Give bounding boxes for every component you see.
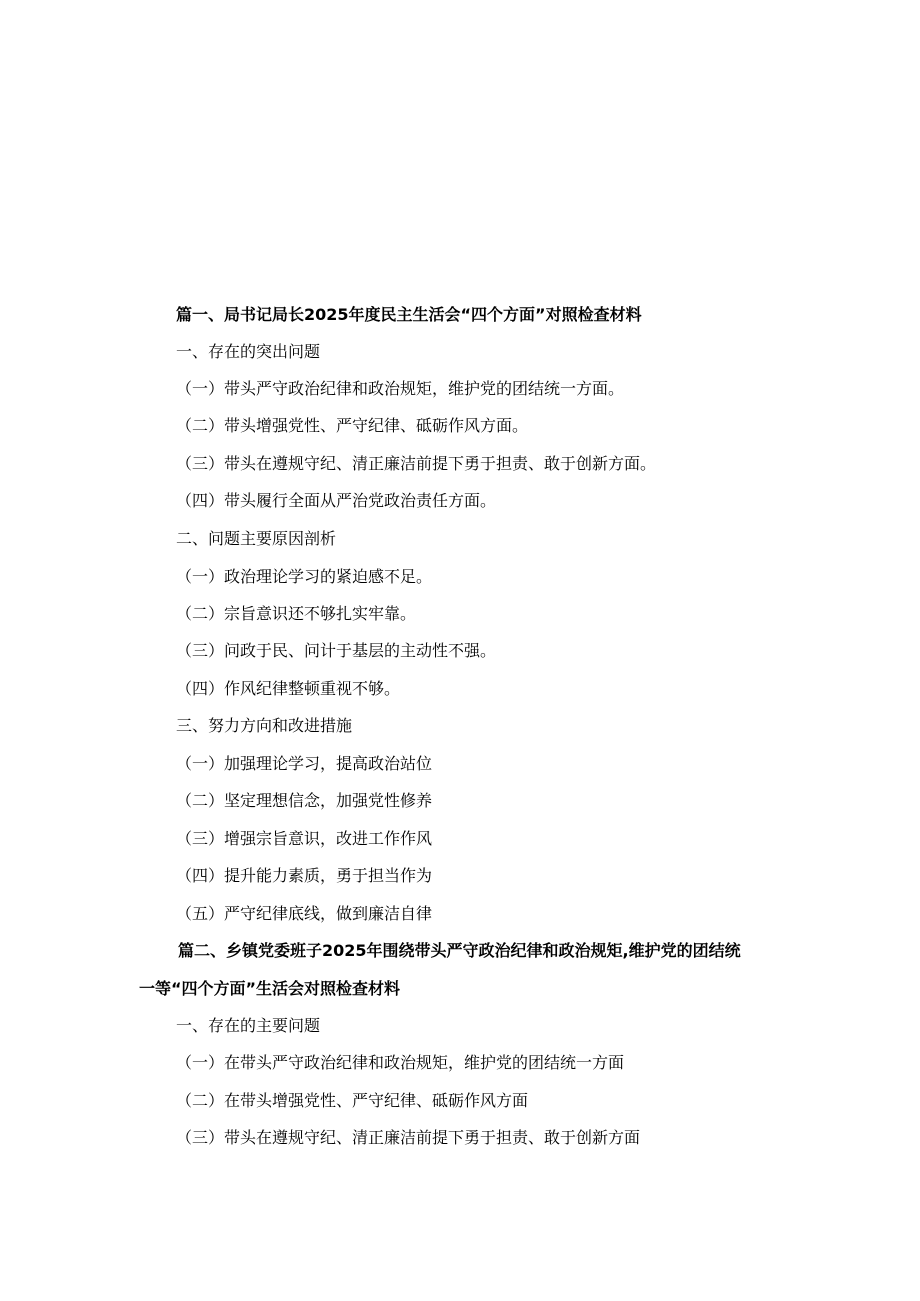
part2-section1-item: （三）带头在遵规守纪、清正廉洁前提下勇于担责、敢于创新方面 bbox=[176, 1128, 641, 1147]
part1-section2-item: （三）问政于民、问计于基层的主动性不强。 bbox=[176, 641, 497, 660]
part2-section1-item: （一）在带头严守政治纪律和政治规矩，维护党的团结统一方面 bbox=[176, 1053, 625, 1072]
part2-title-line2: 一等“四个方面”生活会对照检查材料 bbox=[139, 979, 401, 998]
part1-section1-heading: 一、存在的突出问题 bbox=[176, 342, 321, 361]
part1-section3-heading: 三、努力方向和改进措施 bbox=[176, 716, 353, 735]
part2-title-line1: 篇二、乡镇党委班子2025年围绕带头严守政治纪律和政治规矩,维护党的团结统 bbox=[178, 941, 741, 960]
part1-section2-item: （一）政治理论学习的紧迫感不足。 bbox=[176, 567, 433, 586]
part2-section1-heading: 一、存在的主要问题 bbox=[176, 1016, 321, 1035]
part1-section2-item: （二）宗旨意识还不够扎实牢靠。 bbox=[176, 604, 417, 623]
part1-section3-item: （三）增强宗旨意识，改进工作作风 bbox=[176, 829, 433, 848]
part1-title: 篇一、局书记局长2025年度民主生活会“四个方面”对照检查材料 bbox=[176, 305, 642, 324]
part1-section1-item: （三）带头在遵规守纪、清正廉洁前提下勇于担责、敢于创新方面。 bbox=[176, 454, 657, 473]
part1-section3-item: （四）提升能力素质，勇于担当作为 bbox=[176, 866, 433, 885]
part2-section1-item: （二）在带头增强党性、严守纪律、砥砺作风方面 bbox=[176, 1091, 529, 1110]
part1-section3-item: （一）加强理论学习，提高政治站位 bbox=[176, 754, 433, 773]
part1-section2-item: （四）作风纪律整顿重视不够。 bbox=[176, 679, 401, 698]
part1-section1-item: （一）带头严守政治纪律和政治规矩，维护党的团结统一方面。 bbox=[176, 379, 625, 398]
part1-section1-item: （二）带头增强党性、严守纪律、砥砺作风方面。 bbox=[176, 416, 529, 435]
part1-section3-item: （二）坚定理想信念，加强党性修养 bbox=[176, 791, 433, 810]
part1-section2-heading: 二、问题主要原因剖析 bbox=[176, 529, 337, 548]
part1-section1-item: （四）带头履行全面从严治党政治责任方面。 bbox=[176, 491, 497, 510]
part1-section3-item: （五）严守纪律底线，做到廉洁自律 bbox=[176, 904, 433, 923]
